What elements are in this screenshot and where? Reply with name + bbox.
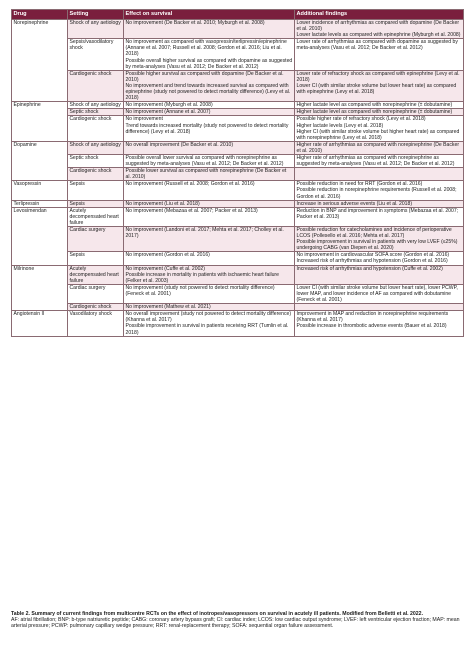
effect-cell: No improvement (study not powered to detect mortality difference) (Feneck et al. 2001) — [124, 284, 295, 303]
findings-cell: Higher rate of arrhythmias as compared with norepinephrine as suggested by meta-analyses (Vasu et al. 2012; De Backer et al. 2012) — [295, 154, 464, 167]
drug-cell: Dopamine — [12, 141, 68, 181]
effect-cell: No improvement Trend towards increased mortality (study not powered to detect mortality difference) (Levy et al. 2018) — [124, 116, 295, 141]
effect-cell: No improvement (Cuffe et al. 2002) Possible increase in mortality in patients with ischaemic heart failure (Felker et al. 2003) — [124, 265, 295, 284]
setting-cell: Cardiogenic shock — [68, 70, 124, 101]
table-row — [12, 102, 464, 109]
findings-cell: Increase in serious adverse events (Liu et al. 2018) — [295, 200, 464, 207]
table-row — [12, 154, 464, 167]
effect-cell: No improvement (Myburgh et al. 2008) — [124, 102, 295, 109]
setting-cell: Cardiac surgery — [68, 284, 124, 303]
drug-cell: Vasopressin — [12, 181, 68, 200]
table-row — [12, 304, 464, 311]
table-row — [12, 252, 464, 265]
findings-cell: Possible reduction for catecholamines and incidence of perioperative LCOS (Pollesello et al. 2016; Mehta et al. 2017) Possible improvement in survival in patients with very low LVEF (≤25%) undergoing CABG (van Diepen et al. 2020) — [295, 227, 464, 252]
table-row — [12, 284, 464, 303]
effect-cell: No improvement (De Backer et al. 2010; Myburgh et al. 2008) — [124, 20, 295, 39]
findings-cell: Lower incidence of arrhythmias as compared with dopamine (De Backer et al. 2010) Lower lactate levels as compared with epinephrine (Myburgh et al. 2008) — [295, 20, 464, 39]
effect-cell: No overall improvement (study not powered to detect mortality difference) (Khanna et al. 2017) Possible improvement in survival in patients receiving RRT (Tumlin et al. 2018) — [124, 311, 295, 336]
effect-cell: No improvement (Gordon et al. 2016) — [124, 252, 295, 265]
setting-cell: Cardiac surgery — [68, 227, 124, 252]
table-row — [12, 70, 464, 101]
effect-cell: No improvement (Liu et al. 2018) — [124, 200, 295, 207]
findings-cell: Lower CI (with similar stroke volume but lower heart rate), lower PCWP, lower MAP, and lower incidence of AF as compared with dobutamine (Feneck et al. 2001) — [295, 284, 464, 303]
effect-cell: No improvement (Annane et al. 2007) — [124, 109, 295, 116]
setting-cell: Sepsis/vasodilatory shock — [68, 39, 124, 70]
setting-cell: Vasodilatory shock — [68, 311, 124, 336]
findings-cell: Lower rate of refractory shock as compared with epinephrine (Levy et al. 2018) Lower CI (with similar stroke volume but lower heart rate) as compared with epinephrine (Levy et al. 2018) — [295, 70, 464, 101]
setting-cell: Cardiogenic shock — [68, 304, 124, 311]
setting-cell: Sepsis — [68, 252, 124, 265]
findings-cell — [295, 304, 464, 311]
findings-cell: Higher rate of arrhythmias as compared with norepinephrine (De Backer et al. 2010) — [295, 141, 464, 154]
setting-cell: Septic shock — [68, 154, 124, 167]
table-row — [12, 20, 464, 39]
setting-cell: Sepsis — [68, 200, 124, 207]
drug-cell: Milrinone — [12, 265, 68, 311]
table-row — [12, 311, 464, 336]
drug-cell: Levosimendan — [12, 207, 68, 265]
setting-cell: Septic shock — [68, 109, 124, 116]
effect-cell: Possible lower survival as compared with norepinephrine (De Backer et al. 2010) — [124, 168, 295, 181]
setting-cell: Cardiogenic shock — [68, 168, 124, 181]
header-findings: Additional findings — [295, 10, 464, 20]
setting-cell: Cardiogenic shock — [68, 116, 124, 141]
header-effect: Effect on survival — [124, 10, 295, 20]
findings-cell: Possible higher rate of refractory shock (Levy et al. 2018) Higher lactate levels (Levy et al. 2018) Higher CI (with similar stroke volume but higher heart rate) as compared with norepinephrine (Levy et al. 2018) — [295, 116, 464, 141]
table-row — [12, 39, 464, 70]
findings-cell: Higher lactate level as compared with norepinephrine (± dobutamine) — [295, 109, 464, 116]
drug-cell: Terlipressin — [12, 200, 68, 207]
findings-cell: Reduction in BNP and improvement in symptoms (Mebazaa et al. 2007; Packer et al. 2013) — [295, 207, 464, 226]
caption-abbreviations: AF: atrial fibrillation; BNP: b-type natriuretic peptide; CABG: coronary artery bypass graft; CI: cardiac index; LCOS: low cardiac output syndrome; LVEF: left ventricular ejection fraction; MAP: mean arterial pressure; PCWP: pulmonary capillary wedge pressure; RRT: renal-replacement therapy; SOFA: sequential organ failure assessment. — [11, 617, 460, 630]
effect-cell: No improvement (Russell et al. 2008; Gordon et al. 2016) — [124, 181, 295, 200]
effect-cell: No improvement (Mebazaa et al. 2007; Packer et al. 2013) — [124, 207, 295, 226]
effect-cell: No improvement as compared with vasopressin/terlipressin/epinephrine (Annane et al. 2007; Russell et al. 2008; Gordon et al. 2016; Liu et al. 2018) Possible overall higher survival as compared with dopamine as suggested by meta-analyses (Vasu et al. 2012; De Backer et al. 2012) — [124, 39, 295, 70]
effect-cell: No overall improvement (De Backer et al. 2010) — [124, 141, 295, 154]
summary-table — [11, 9, 464, 337]
effect-cell: No improvement (Mathew et al. 2021) — [124, 304, 295, 311]
setting-cell: Sepsis — [68, 181, 124, 200]
effect-cell: No improvement (Landoni et al. 2017; Mehta et al. 2017; Cholley et al. 2017) — [124, 227, 295, 252]
table-row — [12, 181, 464, 200]
drug-cell: Angiotensin II — [12, 311, 68, 336]
findings-cell: Possible reduction in need for RRT (Gordon et al. 2016) Possible reduction in norepinephrine requirements (Russell et al. 2008; Gordon et al. 2016) — [295, 181, 464, 200]
findings-cell: Lower rate of arrhythmias as compared with dopamine as suggested by meta-analyses (Vasu et al. 2012; De Backer et al. 2012) — [295, 39, 464, 70]
table-row — [12, 141, 464, 154]
setting-cell: Shock of any aetiology — [68, 102, 124, 109]
table-row — [12, 168, 464, 181]
effect-cell: Possible higher survival as compared with dopamine (De Backer et al. 2010) No improvement and trend towards increased survival as compared with epinephrine (study not powered to detect mortality difference) (Levy et al. 2018) — [124, 70, 295, 101]
setting-cell: Acutely decompensated heart failure — [68, 265, 124, 284]
table-row — [12, 207, 464, 226]
table-row — [12, 109, 464, 116]
effect-cell: Possible overall lower survival as compared with norepinephrine as suggested by meta-analyses (Vasu et al. 2012; De Backer et al. 2012) — [124, 154, 295, 167]
table-row — [12, 227, 464, 252]
setting-cell: Shock of any aetiology — [68, 20, 124, 39]
table-body — [12, 20, 464, 337]
drug-cell: Norepinephrine — [12, 20, 68, 102]
table-caption — [11, 611, 463, 629]
findings-cell: Higher lactate level as compared with norepinephrine (± dobutamine) — [295, 102, 464, 109]
table-header-row — [12, 10, 464, 20]
header-drug: Drug — [12, 10, 68, 20]
findings-cell: Increased risk of arrhythmias and hypotension (Cuffe et al. 2002) — [295, 265, 464, 284]
table-row — [12, 200, 464, 207]
findings-cell: No improvement in cardiovascular SOFA score (Gordon et al. 2016) Increased risk of arrhythmias and hypotension (Gordon et al. 2016) — [295, 252, 464, 265]
drug-cell: Epinephrine — [12, 102, 68, 142]
findings-cell — [295, 168, 464, 181]
setting-cell: Acutely decompensated heart failure — [68, 207, 124, 226]
table-row — [12, 116, 464, 141]
header-setting: Setting — [68, 10, 124, 20]
findings-cell: Improvement in MAP and reduction in norepinephrine requirements (Khanna et al. 2017) Possible increase in thrombotic adverse events (Bauer et al. 2018) — [295, 311, 464, 336]
table-row — [12, 265, 464, 284]
caption-title: Table 2. Summary of current findings from multicentre RCTs on the effect of inotropes/vasopressors on survival in acutely ill patients. Modified from Belletti et al. 2022. — [11, 611, 424, 617]
setting-cell: Shock of any aetiology — [68, 141, 124, 154]
